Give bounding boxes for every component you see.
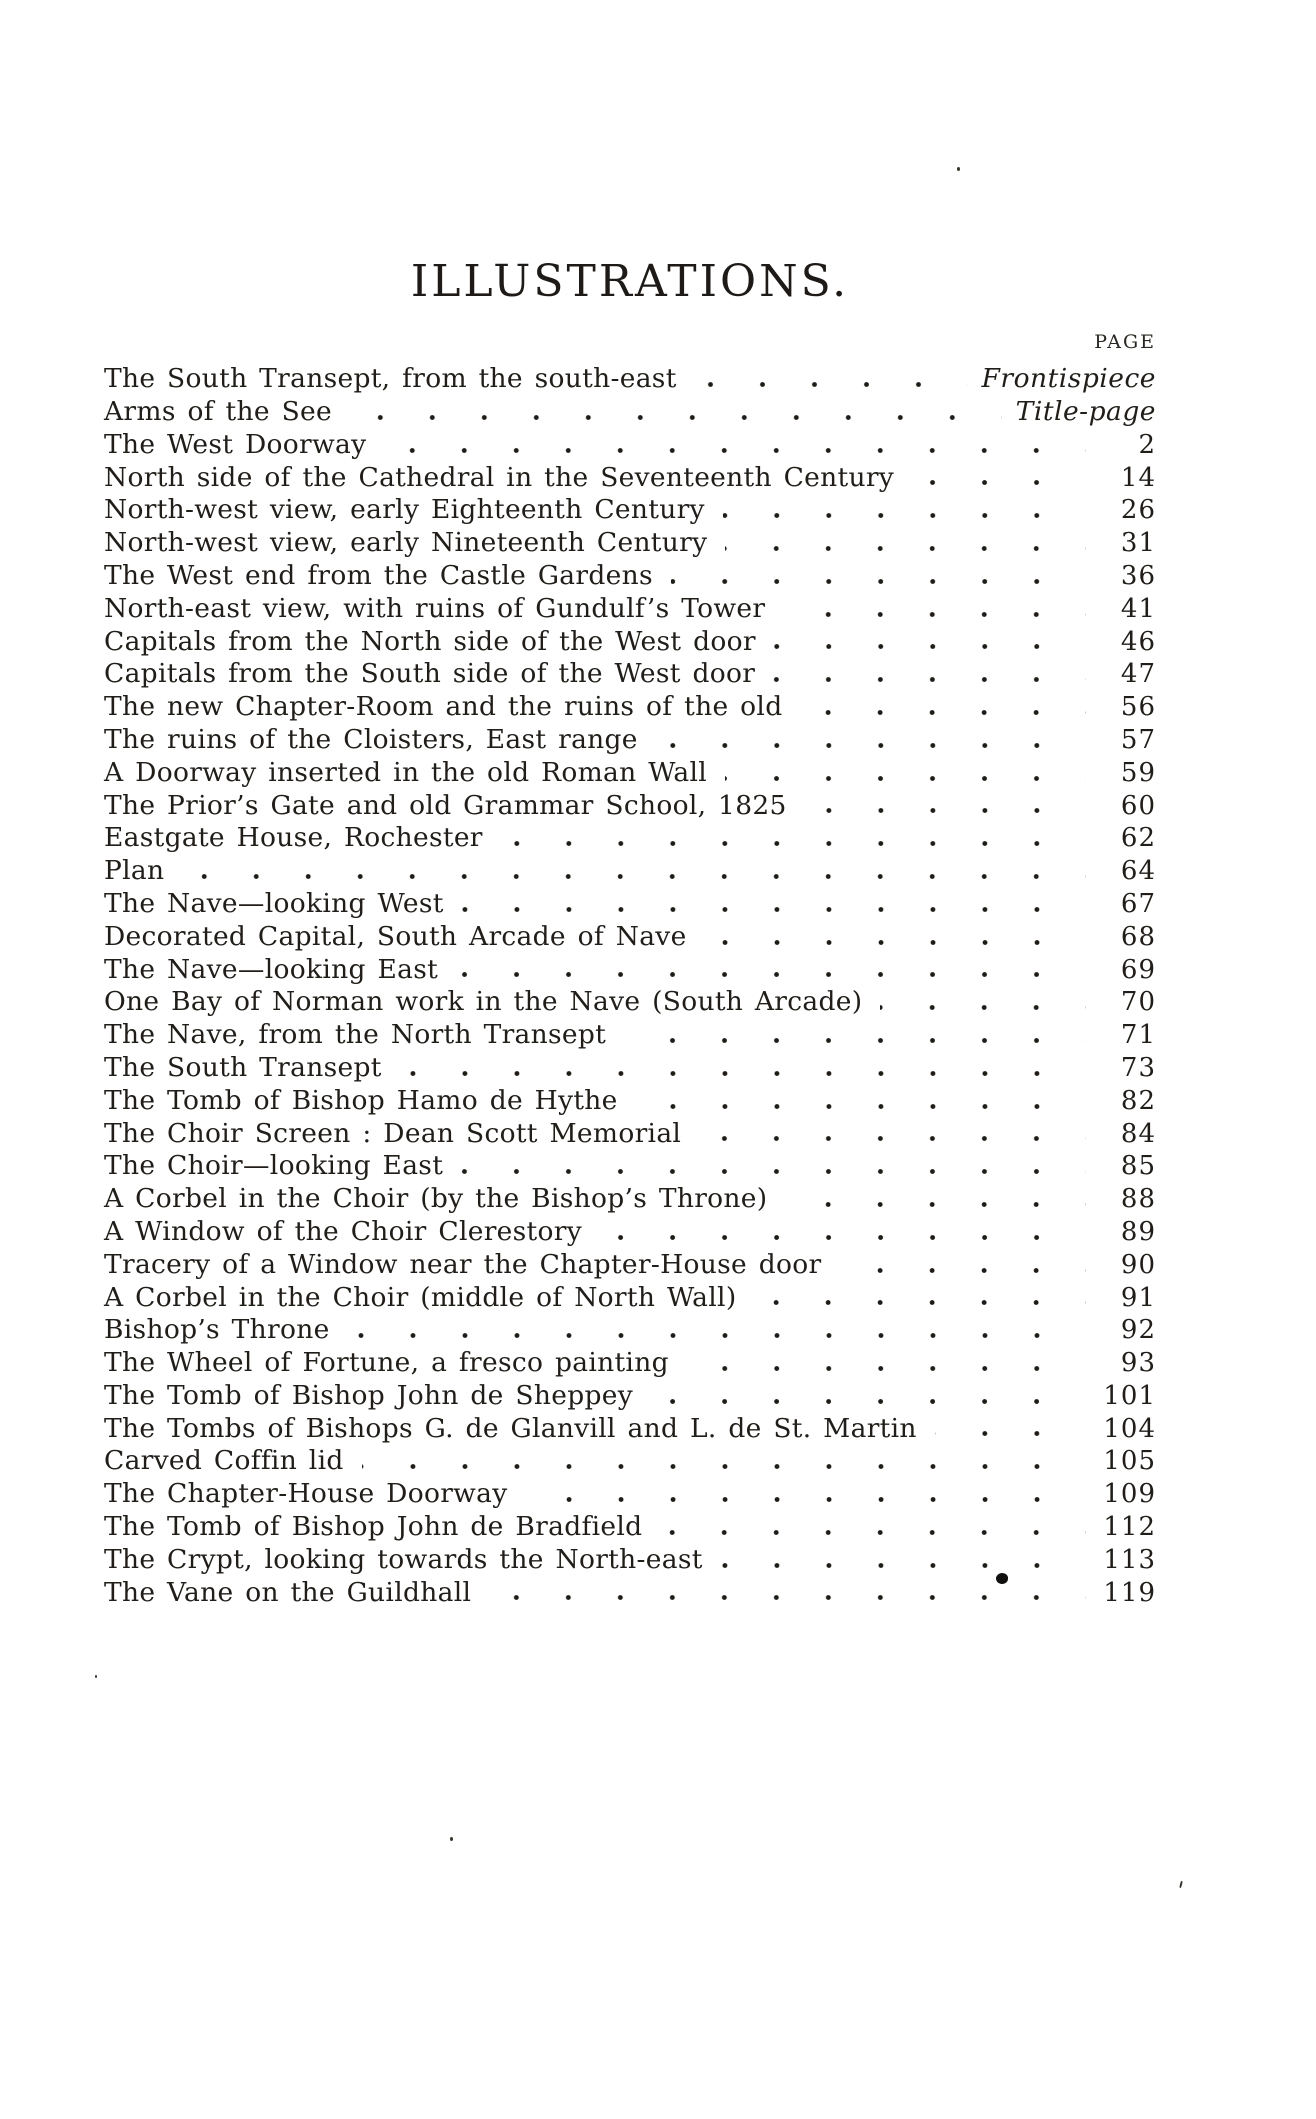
toc-entry-title: The Nave—looking East <box>104 953 439 985</box>
toc-entry-title: The Wheel of Fortune, a fresco painting <box>104 1347 669 1379</box>
toc-entry-title: North-east view, with ruins of Gundulf’s Tower <box>104 592 766 624</box>
toc-entry-page: 60 <box>1120 790 1156 821</box>
toc-entry-title: A Doorway inserted in the old Roman Wall <box>104 756 708 788</box>
toc-entry-page: 69 <box>1120 954 1156 985</box>
illustrations-list <box>104 363 1156 1609</box>
toc-row <box>104 1511 1156 1544</box>
leader-dots <box>182 874 1086 879</box>
leader-dots <box>687 1366 1086 1371</box>
toc-row <box>104 1183 1156 1216</box>
leader-dots <box>754 1300 1086 1305</box>
toc-entry-page: 70 <box>1120 987 1156 1018</box>
toc-entry-page: 59 <box>1120 757 1156 788</box>
toc-row <box>104 724 1156 757</box>
toc-entry-page: 14 <box>1120 462 1156 493</box>
toc-entry-title: The Tomb of Bishop Hamo de Hythe <box>104 1084 618 1116</box>
toc-entry-page: 31 <box>1120 528 1156 559</box>
toc-entry-title: The West Doorway <box>104 428 367 460</box>
toc-entry-title: The Tomb of Bishop John de Bradfield <box>104 1511 643 1543</box>
leader-dots <box>723 513 1086 518</box>
toc-entry-title: North-west view, early Eighteenth Century <box>104 494 705 526</box>
toc-entry-title: Arms of the See <box>104 395 332 427</box>
page-content <box>104 0 1156 1609</box>
toc-entry-title: The South Transept <box>104 1051 382 1083</box>
leader-dots <box>671 579 1086 584</box>
toc-entry-page: 26 <box>1120 495 1156 526</box>
toc-entry-title: The Chapter-House Doorway <box>104 1478 508 1510</box>
toc-entry-page: 119 <box>1103 1577 1156 1608</box>
toc-entry-page: 89 <box>1120 1216 1156 1247</box>
toc-entry-page: 84 <box>1120 1118 1156 1149</box>
toc-entry-title: Eastgate House, Rochester <box>104 822 483 854</box>
toc-entry-page: 92 <box>1120 1315 1156 1346</box>
toc-row <box>104 626 1156 659</box>
toc-entry-title: The Choir—looking East <box>104 1150 444 1182</box>
toc-entry-page: 85 <box>1120 1151 1156 1182</box>
leader-dots <box>456 972 1086 977</box>
toc-entry-title: North side of the Cathedral in the Seventeenth Century <box>104 461 895 493</box>
toc-row <box>104 527 1156 560</box>
toc-entry-page: 105 <box>1103 1446 1156 1477</box>
toc-entry-page: 71 <box>1120 1020 1156 1051</box>
leader-dots <box>400 1071 1086 1076</box>
leader-dots <box>350 415 1002 420</box>
toc-entry-title: The South Transept, from the south-east <box>104 363 677 395</box>
toc-row <box>104 1052 1156 1085</box>
toc-entry-page: 112 <box>1103 1512 1156 1543</box>
toc-entry-title: North-west view, early Nineteenth Century <box>104 527 708 559</box>
toc-entry-title: A Corbel in the Choir (by the Bishop’s Throne) <box>104 1183 768 1215</box>
toc-row <box>104 1478 1156 1511</box>
toc-row <box>104 1282 1156 1315</box>
toc-entry-page: Frontispiece <box>981 363 1156 395</box>
leader-dots <box>699 1136 1086 1141</box>
toc-row <box>104 1216 1156 1249</box>
leader-dots <box>785 1202 1086 1207</box>
toc-entry-page: 41 <box>1120 593 1156 624</box>
toc-entry-title: The West end from the Castle Gardens <box>104 559 653 591</box>
leader-dots <box>912 480 1086 485</box>
leader-dots <box>935 1431 1086 1436</box>
toc-row <box>104 658 1156 691</box>
toc-row <box>104 954 1156 987</box>
leader-dots <box>600 1235 1086 1240</box>
toc-row <box>104 494 1156 527</box>
toc-row <box>104 1085 1156 1118</box>
toc-row <box>104 822 1156 855</box>
leader-dots <box>839 1268 1086 1273</box>
toc-entry-page: 64 <box>1120 856 1156 887</box>
toc-entry-title: The Tombs of Bishops G. de Glanvill and L. de St. Martin <box>104 1412 917 1444</box>
toc-row <box>104 593 1156 626</box>
toc-row <box>104 888 1156 921</box>
leader-dots <box>773 677 1086 682</box>
leader-dots <box>526 1497 1086 1502</box>
toc-row <box>104 1314 1156 1347</box>
toc-row <box>104 1544 1156 1577</box>
toc-entry-page: 91 <box>1120 1282 1156 1313</box>
toc-entry-title: Carved Coffin lid <box>104 1445 344 1477</box>
toc-entry-page: 101 <box>1103 1380 1156 1411</box>
toc-row <box>104 1445 1156 1478</box>
leader-dots <box>656 743 1086 748</box>
toc-row <box>104 790 1156 823</box>
scan-speck <box>95 1675 97 1678</box>
toc-entry-page: 47 <box>1120 659 1156 690</box>
toc-entry-page: 56 <box>1120 692 1156 723</box>
leader-dots <box>880 1005 1086 1010</box>
toc-entry-page: 93 <box>1120 1348 1156 1379</box>
leader-dots <box>800 710 1086 715</box>
leader-dots <box>660 1530 1086 1535</box>
toc-entry-page: 73 <box>1120 1052 1156 1083</box>
leader-dots <box>774 644 1086 649</box>
toc-entry-page: 2 <box>1138 429 1156 460</box>
toc-entry-page: 62 <box>1120 823 1156 854</box>
toc-entry-page: 90 <box>1120 1249 1156 1280</box>
toc-entry-title: Plan <box>104 855 165 887</box>
scan-speck <box>450 1837 453 1841</box>
toc-row <box>104 1413 1156 1446</box>
toc-entry-page: 68 <box>1120 921 1156 952</box>
scan-speck <box>1179 1881 1183 1888</box>
toc-entry-title: The ruins of the Cloisters, East range <box>104 723 638 755</box>
toc-entry-title: The Nave, from the North Transept <box>104 1019 607 1051</box>
toc-entry-title: The Prior’s Gate and old Grammar School, 1825 <box>104 789 787 821</box>
leader-dots <box>695 382 968 387</box>
toc-entry-title: Capitals from the North side of the West door <box>104 625 756 657</box>
toc-row <box>104 1347 1156 1380</box>
toc-row <box>104 1118 1156 1151</box>
toc-entry-title: The Vane on the Guildhall <box>104 1576 472 1608</box>
toc-row <box>104 363 1156 396</box>
toc-entry-page: 88 <box>1120 1184 1156 1215</box>
toc-row <box>104 855 1156 888</box>
toc-row <box>104 1249 1156 1282</box>
toc-entry-page: 46 <box>1120 626 1156 657</box>
toc-row <box>104 560 1156 593</box>
leader-dots <box>624 1038 1086 1043</box>
toc-entry-page: Title-page <box>1015 395 1156 427</box>
toc-entry-title: Bishop’s Throne <box>104 1314 330 1346</box>
toc-row <box>104 396 1156 429</box>
leader-dots <box>362 1464 1086 1469</box>
toc-entry-title: The Crypt, looking towards the North-east <box>104 1543 703 1575</box>
leader-dots <box>489 1595 1086 1600</box>
leader-dots <box>705 940 1086 945</box>
toc-row <box>104 986 1156 1019</box>
leader-dots <box>651 1399 1086 1404</box>
leader-dots <box>721 1563 1086 1568</box>
toc-row <box>104 757 1156 790</box>
leader-dots <box>805 808 1086 813</box>
leader-dots <box>348 1333 1086 1338</box>
toc-row <box>104 921 1156 954</box>
toc-entry-title: The Choir Screen : Dean Scott Memorial <box>104 1117 682 1149</box>
toc-row <box>104 1150 1156 1183</box>
toc-entry-page: 36 <box>1120 560 1156 591</box>
toc-entry-title: One Bay of Norman work in the Nave (South Arcade) <box>104 986 863 1018</box>
toc-entry-title: Decorated Capital, South Arcade of Nave <box>104 920 687 952</box>
scan-speck <box>957 167 960 171</box>
leader-dots <box>384 448 1086 453</box>
leader-dots <box>725 776 1086 781</box>
leader-dots <box>501 841 1086 846</box>
toc-entry-title: A Window of the Choir Clerestory <box>104 1215 582 1247</box>
toc-row <box>104 691 1156 724</box>
leader-dots <box>462 907 1086 912</box>
toc-entry-page: 113 <box>1103 1544 1156 1575</box>
toc-entry-title: The Nave—looking West <box>104 887 444 919</box>
toc-row <box>104 1019 1156 1052</box>
toc-entry-title: The new Chapter-Room and the ruins of the old <box>104 691 783 723</box>
page-title: ILLUSTRATIONS. <box>410 256 850 307</box>
toc-entry-page: 82 <box>1120 1085 1156 1116</box>
leader-dots <box>783 612 1086 617</box>
toc-entry-page: 104 <box>1103 1413 1156 1444</box>
toc-entry-page: 57 <box>1120 724 1156 755</box>
toc-entry-page: 109 <box>1103 1479 1156 1510</box>
toc-entry-title: The Tomb of Bishop John de Sheppey <box>104 1379 633 1411</box>
leader-dots <box>461 1169 1086 1174</box>
toc-entry-title: A Corbel in the Choir (middle of North Wall) <box>104 1281 737 1313</box>
toc-entry-title: Tracery of a Window near the Chapter-House door <box>104 1248 822 1280</box>
toc-row <box>104 462 1156 495</box>
toc-row <box>104 1380 1156 1413</box>
toc-entry-title: Capitals from the South side of the West door <box>104 658 756 690</box>
toc-entry-page: 67 <box>1120 888 1156 919</box>
page-column-header: PAGE <box>1094 331 1156 354</box>
leader-dots <box>636 1104 1086 1109</box>
toc-row <box>104 429 1156 462</box>
leader-dots <box>725 546 1086 551</box>
